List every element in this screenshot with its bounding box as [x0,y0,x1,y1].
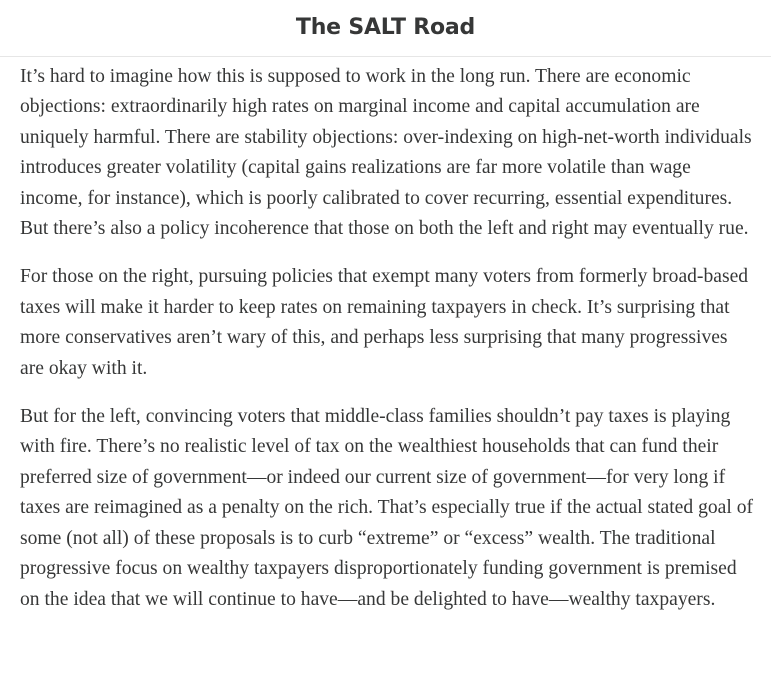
article-paragraph: It’s hard to imagine how this is supposed to work in the long run. There are economic objections: extraordinarily high rates on marginal income and capital accumulation are uniquely harmful. There are stability objections: over-indexing on high-net-worth individuals introduces greater volatility (capital gains realizations are far more volatile than wage income, for instance), which is poorly calibrated to cover recurring, essential expenditures. But there’s also a policy incoherence that those on both the left and right may eventually rue. [20,66,752,240]
article-paragraph: For those on the right, pursuing policies that exempt many voters from formerly broad-based taxes will make it harder to keep rates on remaining taxpayers in check. It’s surprising that more conservatives aren’t wary of this, and perhaps less surprising that many progressives are okay with it. [20,266,749,379]
article-paragraph: But for the left, convincing voters that middle-class families shouldn’t pay taxes is playing with fire. There’s no realistic level of tax on the wealthiest households that can fund their preferred size of government—or indeed our current size of government—for very long if taxes are reimagined as a penalty on the rich. That’s especially true if the actual stated goal of some (not all) of these proposals is to curb “extreme” or “excess” wealth. The traditional progressive focus on wealthy taxpayers disproportionately funding government is premised on the idea that we will continue to have—and be delighted to have—wealthy taxpayers. [20,406,754,610]
publication-header [0,0,771,57]
article-body [20,62,755,633]
publication-title[interactable]: The SALT Road [295,14,476,40]
